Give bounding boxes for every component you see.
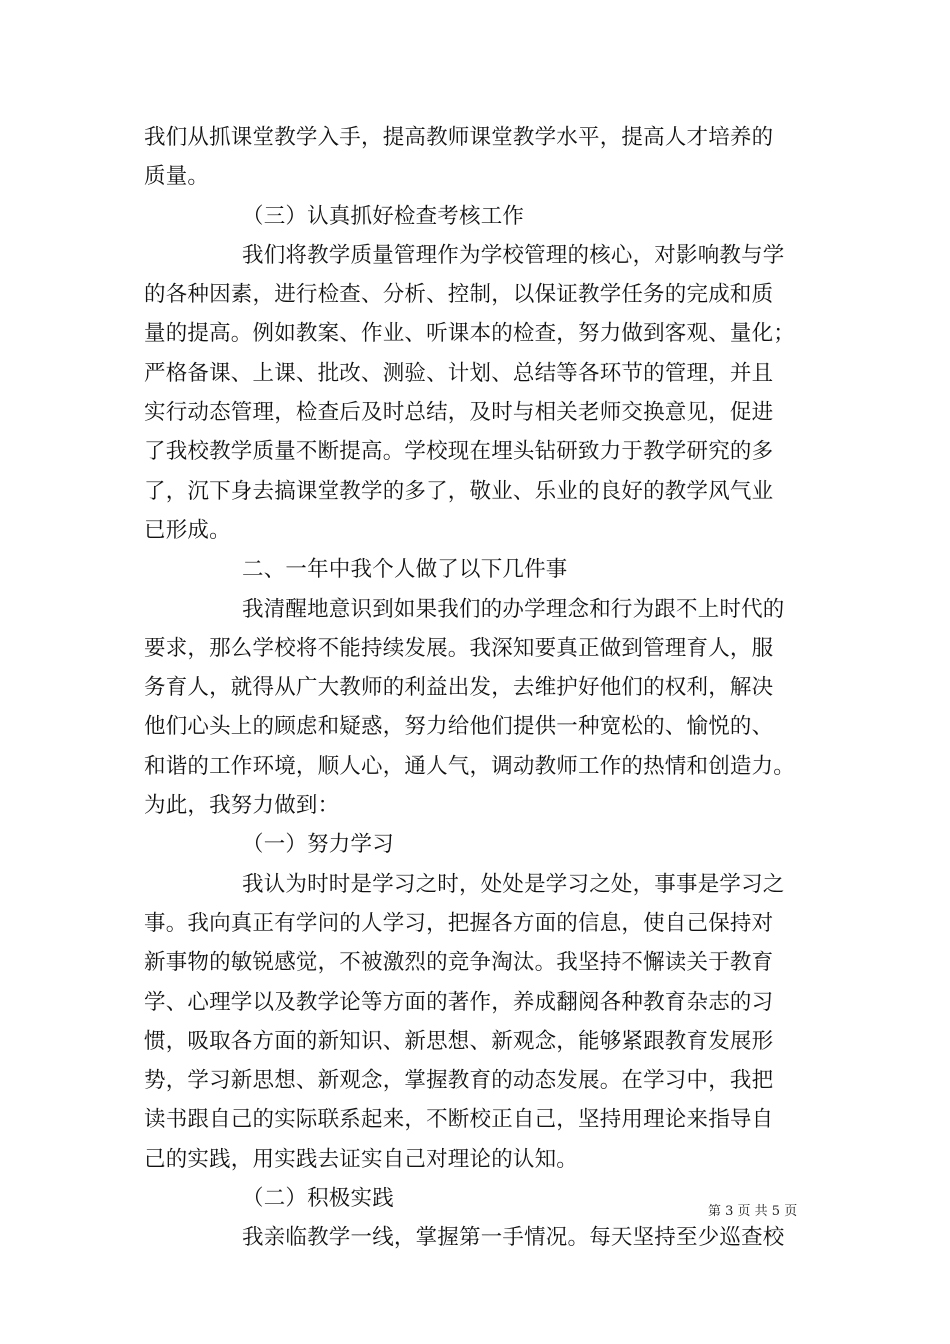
section-heading: （二）积极实践 [242,1186,394,1212]
text-line: 为此，我努力做到： [144,793,340,819]
page-number-footer: 第 3 页 共 5 页 [708,1204,798,1219]
text-line: 他们心头上的顾虑和疑惑，努力给他们提供一种宽松的、愉悦的、 [144,714,774,740]
text-line: 惯，吸取各方面的新知识、新思想、新观念，能够紧跟教育发展形 [144,1028,774,1054]
text-line: 量的提高。例如教案、作业、听课本的检查，努力做到客观、量化； [144,321,796,347]
text-line: 学、心理学以及教学论等方面的著作，养成翻阅各种教育杂志的习 [144,989,774,1015]
paragraph-start: 我亲临教学一线，掌握第一手情况。每天坚持至少巡查校 [242,1225,785,1251]
text-line: 读书跟自己的实际联系起来，不断校正自己，坚持用理论来指导自 [144,1107,774,1133]
text-line: 严格备课、上课、批改、测验、计划、总结等各环节的管理，并且 [144,360,774,386]
text-line: 实行动态管理，检查后及时总结，及时与相关老师交换意见，促进 [144,400,774,426]
text-line: 己的实践，用实践去证实自己对理论的认知。 [144,1146,579,1172]
text-line: 了我校教学质量不断提高。学校现在埋头钻研致力于教学研究的多 [144,439,774,465]
section-heading: （三）认真抓好检查考核工作 [242,203,525,229]
text-line: 和谐的工作环境，顺人心，通人气，调动教师工作的热情和创造力。 [144,753,796,779]
text-line: 务育人，就得从广大教师的利益出发，去维护好他们的权利，解决 [144,675,774,701]
text-line: 已形成。 [144,517,231,543]
text-line: 要求，那么学校将不能持续发展。我深知要真正做到管理育人，服 [144,635,774,661]
text-line: 的各种因素，进行检查、分析、控制，以保证教学任务的完成和质 [144,282,774,308]
text-line: 势，学习新思想、新观念，掌握教育的动态发展。在学习中，我把 [144,1068,774,1094]
text-line: 质量。 [144,164,210,190]
paragraph-start: 我认为时时是学习之时，处处是学习之处，事事是学习之 [242,871,785,897]
text-line: 新事物的敏锐感觉，不被激烈的竞争淘汰。我坚持不懈读关于教育 [144,950,774,976]
section-heading: （一）努力学习 [242,832,394,858]
section-heading: 二、一年中我个人做了以下几件事 [242,557,568,583]
paragraph-start: 我们将教学质量管理作为学校管理的核心，对影响教与学 [242,242,785,268]
text-line: 事。我向真正有学问的人学习，把握各方面的信息，使自己保持对 [144,910,774,936]
paragraph-start: 我清醒地意识到如果我们的办学理念和行为跟不上时代的 [242,596,785,622]
text-line: 了，沉下身去搞课堂教学的多了，敬业、乐业的良好的教学风气业 [144,478,774,504]
body-text [144,118,814,1258]
text-line: 我们从抓课堂教学入手，提高教师课堂教学水平，提高人才培养的 [144,125,774,150]
